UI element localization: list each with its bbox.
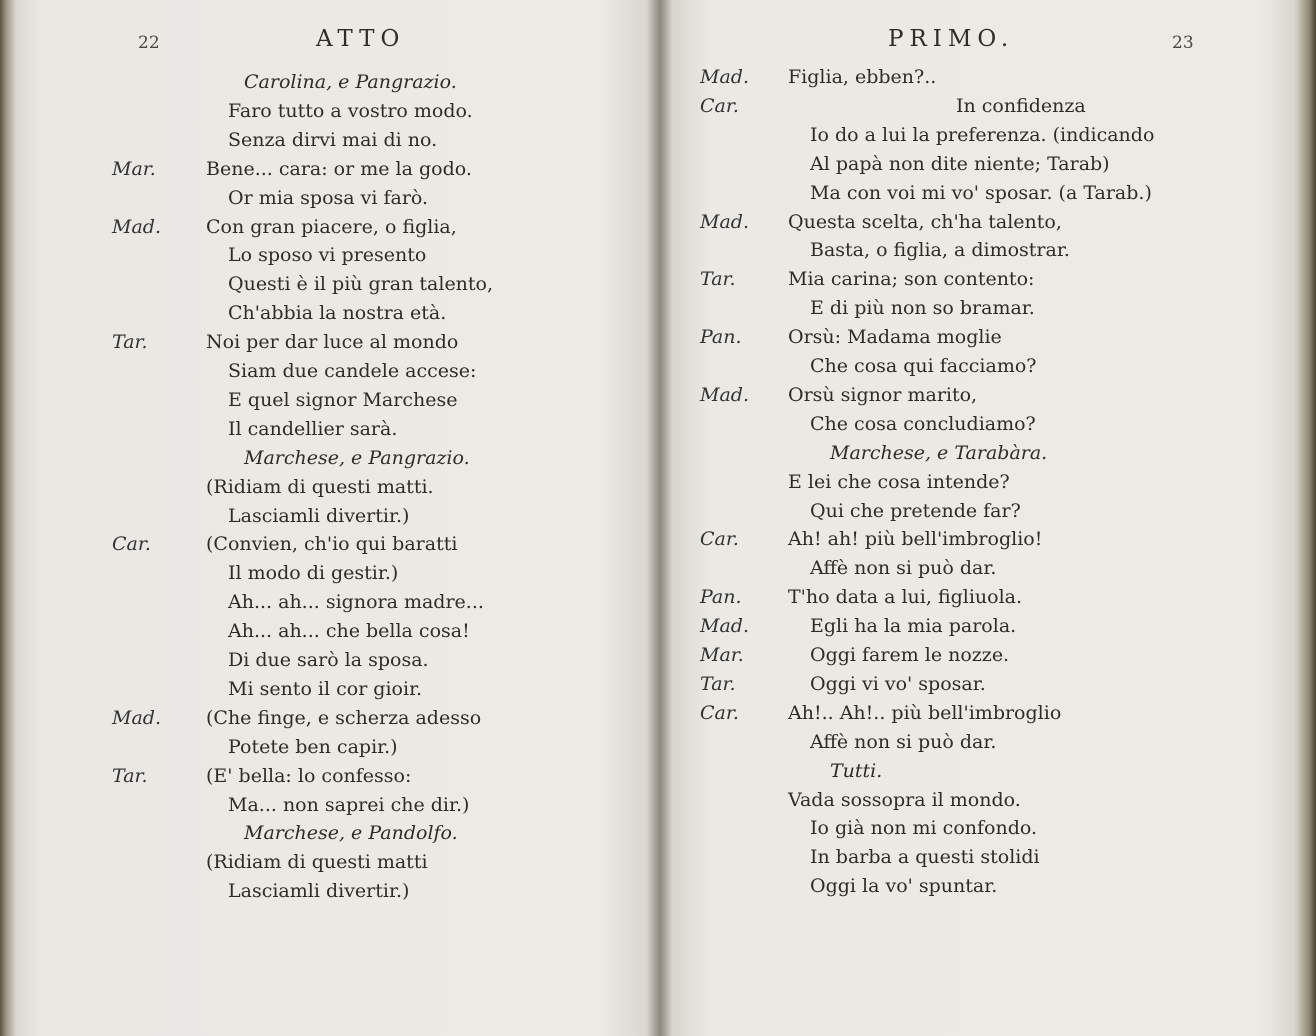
verse-text: Il modo di gestir.) bbox=[228, 562, 399, 585]
verse-text: E di più non so bramar. bbox=[810, 297, 1035, 320]
verse-line bbox=[0, 213, 650, 241]
verse-text: Or mia sposa vi farò. bbox=[228, 186, 429, 209]
verse-line bbox=[0, 386, 650, 414]
speaker-label: Mad. bbox=[700, 66, 749, 88]
verse-text: Oggi farem le nozze. bbox=[810, 644, 1010, 666]
verse-line bbox=[0, 675, 650, 703]
verse-line bbox=[0, 241, 650, 269]
verse-line bbox=[660, 381, 1300, 409]
verse-text: Oggi la vo' spuntar. bbox=[810, 875, 998, 898]
verse-line bbox=[660, 554, 1300, 582]
speaker-label: Car. bbox=[112, 533, 151, 556]
verse-text: Il candellier sarà. bbox=[228, 417, 398, 440]
verse-text: Lasciamli divertir.) bbox=[228, 504, 410, 527]
verse-text: Lo sposo vi presento bbox=[228, 244, 427, 267]
verse-line bbox=[0, 270, 650, 298]
verse-text: Questi è il più gran talento, bbox=[228, 273, 494, 296]
verse-line bbox=[660, 670, 1300, 698]
speaker-label: Tar. bbox=[700, 268, 736, 291]
verse-line bbox=[660, 525, 1300, 553]
speaker-label: Tar. bbox=[112, 764, 148, 787]
verse-line bbox=[0, 704, 650, 732]
scene-heading: Carolina, e Pangrazio. bbox=[244, 71, 457, 93]
verse-line bbox=[0, 848, 650, 876]
verse-text: E quel signor Marchese bbox=[228, 388, 458, 411]
verse-text: Che cosa concludiamo? bbox=[810, 412, 1036, 435]
scene-heading: Marchese, e Pandolfo. bbox=[244, 822, 458, 845]
verse-text: Faro tutto a vostro modo. bbox=[228, 99, 473, 122]
verse-line bbox=[0, 299, 650, 327]
verse-line bbox=[0, 126, 650, 154]
verse-line bbox=[660, 410, 1300, 438]
verse-text: Ah... ah... signora madre... bbox=[228, 591, 484, 614]
verse-line bbox=[660, 150, 1300, 178]
verse-line bbox=[0, 646, 650, 674]
verse-line bbox=[660, 757, 1300, 785]
verse-line bbox=[0, 184, 650, 212]
right-page bbox=[660, 0, 1316, 1036]
verse-line bbox=[660, 786, 1300, 814]
speaker-label: Car. bbox=[700, 528, 739, 551]
verse-text: Basta, o figlia, a dimostrar. bbox=[810, 239, 1070, 262]
verse-line bbox=[0, 473, 650, 501]
verse-text: Senza dirvi mai di no. bbox=[228, 128, 438, 151]
verse-line bbox=[660, 179, 1300, 207]
verse-line bbox=[0, 617, 650, 645]
speaker-label: Mar. bbox=[112, 157, 156, 180]
verse-line bbox=[660, 92, 1300, 120]
verse-text: Ch'abbia la nostra età. bbox=[228, 302, 447, 325]
verse-line bbox=[0, 444, 650, 472]
verse-line bbox=[660, 265, 1300, 293]
verse-text: Questa scelta, ch'ha talento, bbox=[788, 210, 1062, 233]
verse-text: Ah! ah! più bell'imbroglio! bbox=[788, 528, 1043, 551]
verse-line bbox=[660, 612, 1300, 640]
verse-text: In barba a questi stolidi bbox=[810, 846, 1040, 869]
verse-line bbox=[0, 877, 650, 905]
verse-line bbox=[0, 328, 650, 356]
verse-line bbox=[0, 762, 650, 790]
verse-line bbox=[0, 588, 650, 616]
speaker-label: Tar. bbox=[700, 672, 736, 695]
verse-text: Mi sento il cor gioir. bbox=[228, 677, 423, 700]
verse-text: Vada sossopra il mondo. bbox=[788, 788, 1021, 811]
verse-line bbox=[660, 323, 1300, 351]
verse-text: Di due sarò la sposa. bbox=[228, 649, 429, 671]
speaker-label: Pan. bbox=[700, 326, 742, 349]
verse-text: Figlia, ebben?.. bbox=[788, 66, 937, 88]
verse-line bbox=[660, 439, 1300, 467]
speaker-label: Mad. bbox=[700, 210, 749, 233]
verse-line bbox=[660, 699, 1300, 727]
verse-line bbox=[0, 530, 650, 558]
verse-text: Siam due candele accese: bbox=[228, 360, 477, 382]
verse-text: Ah!.. Ah!.. più bell'imbroglio bbox=[788, 701, 1062, 724]
speaker-label: Tar. bbox=[112, 331, 148, 354]
verse-text: In confidenza bbox=[956, 94, 1086, 117]
verse-text: Con gran piacere, o figlia, bbox=[206, 215, 457, 238]
verse-line bbox=[0, 502, 650, 530]
verse-text: Al papà non dite niente; Tarab) bbox=[810, 152, 1110, 175]
verse-line bbox=[0, 733, 650, 761]
speaker-label: Mad. bbox=[700, 383, 749, 406]
verse-text: Qui che pretende far? bbox=[810, 499, 1021, 522]
verse-text: Potete ben capir.) bbox=[228, 735, 398, 758]
verse-text: Noi per dar luce al mondo bbox=[206, 331, 459, 354]
verse-line bbox=[660, 63, 1300, 91]
verse-line bbox=[660, 641, 1300, 669]
verse-line bbox=[0, 559, 650, 587]
right-page-header: PRIMO. bbox=[888, 26, 1015, 52]
speaker-label: Car. bbox=[700, 701, 739, 724]
verse-text: Ma... non saprei che dir.) bbox=[228, 793, 470, 816]
verse-line bbox=[0, 819, 650, 847]
speaker-label: Mad. bbox=[112, 215, 161, 238]
verse-line bbox=[660, 872, 1300, 900]
speaker-label: Mad. bbox=[112, 706, 161, 729]
verse-text: Ma con voi mi vo' sposar. (a Tarab.) bbox=[810, 181, 1152, 204]
verse-line bbox=[660, 728, 1300, 756]
speaker-label: Pan. bbox=[700, 586, 742, 609]
scene-heading: Marchese, e Pangrazio. bbox=[244, 446, 470, 469]
left-page-number: 22 bbox=[138, 33, 160, 53]
verse-line bbox=[0, 68, 650, 96]
verse-line bbox=[0, 357, 650, 385]
verse-line bbox=[660, 236, 1300, 264]
scene-heading: Marchese, e Tarabàra. bbox=[830, 441, 1048, 464]
verse-text: Mia carina; son contento: bbox=[788, 268, 1035, 291]
verse-text: Che cosa qui facciamo? bbox=[810, 355, 1037, 377]
speaker-label: Mad. bbox=[700, 615, 749, 638]
verse-line bbox=[660, 294, 1300, 322]
verse-text: Orsù signor marito, bbox=[788, 383, 978, 406]
verse-text: Bene... cara: or me la godo. bbox=[206, 157, 472, 180]
speaker-label: Car. bbox=[700, 94, 739, 117]
verse-line bbox=[660, 814, 1300, 842]
verse-line bbox=[0, 97, 650, 125]
speaker-label: Mar. bbox=[700, 644, 744, 666]
verse-line bbox=[660, 583, 1300, 611]
verse-line bbox=[660, 352, 1300, 380]
verse-text: Affè non si può dar. bbox=[810, 557, 997, 580]
verse-text: Lasciamli divertir.) bbox=[228, 880, 410, 903]
verse-text: T'ho data a lui, figliuola. bbox=[788, 586, 1023, 609]
verse-text: Io già non mi confondo. bbox=[810, 817, 1038, 840]
verse-text: (Ridiam di questi matti. bbox=[206, 475, 434, 498]
verse-text: Egli ha la mia parola. bbox=[810, 615, 1017, 638]
book-gutter bbox=[648, 0, 672, 1036]
verse-text: (Convien, ch'io qui baratti bbox=[206, 533, 458, 556]
verse-line bbox=[660, 843, 1300, 871]
verse-line bbox=[0, 155, 650, 183]
verse-text: Io do a lui la preferenza. (indicando bbox=[810, 123, 1155, 146]
verse-text: Oggi vi vo' sposar. bbox=[810, 672, 986, 695]
verse-text: (Ridiam di questi matti bbox=[206, 851, 428, 874]
verse-text: Orsù: Madama moglie bbox=[788, 326, 1002, 349]
scene-heading: Tutti. bbox=[830, 759, 883, 782]
verse-line bbox=[660, 497, 1300, 525]
left-page-header: ATTO bbox=[316, 26, 406, 52]
verse-line bbox=[0, 791, 650, 819]
verse-line bbox=[660, 208, 1300, 236]
verse-text: (E' bella: lo confesso: bbox=[206, 764, 412, 787]
right-page-number: 23 bbox=[1172, 33, 1194, 53]
verse-line bbox=[0, 415, 650, 443]
verse-line bbox=[660, 468, 1300, 496]
verse-line bbox=[660, 121, 1300, 149]
verse-text: Ah... ah... che bella cosa! bbox=[228, 620, 470, 643]
verse-text: Affè non si può dar. bbox=[810, 730, 997, 753]
verse-text: (Che finge, e scherza adesso bbox=[206, 706, 482, 729]
verse-text: E lei che cosa intende? bbox=[788, 470, 1010, 493]
